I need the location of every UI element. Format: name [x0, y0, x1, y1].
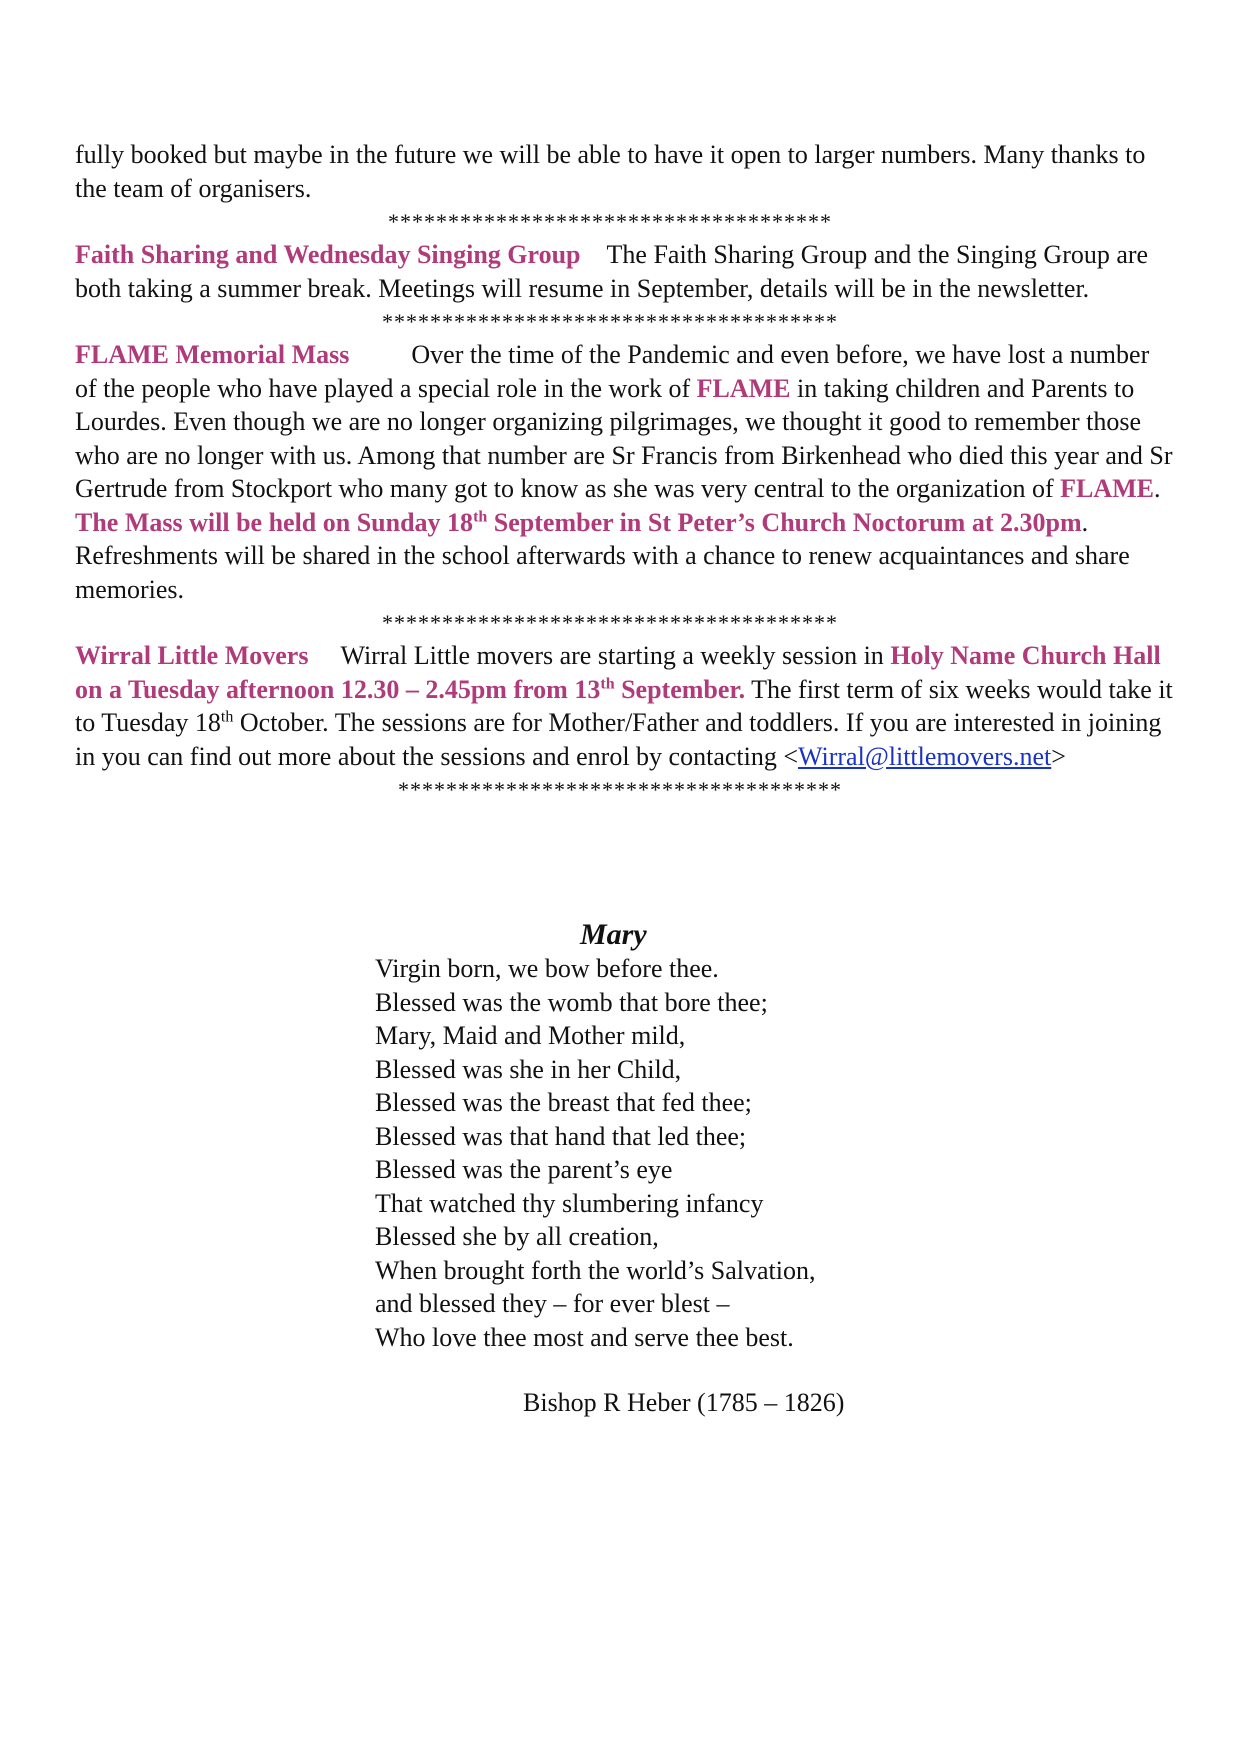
wirral-section	[75, 639, 1175, 773]
faith-sharing-section	[75, 238, 1175, 305]
poem-line: Blessed she by all creation,	[375, 1222, 659, 1251]
poem-line: Who love thee most and serve thee best.	[375, 1322, 794, 1352]
wirral-body-4: >	[1051, 741, 1066, 771]
wirral-body-3: October. The sessions are for Mother/Father and toddlers. If you are interested in joining in you can find out more about the sessions and enrol by contacting <	[75, 708, 1162, 771]
flame-highlight-2: FLAME	[1060, 474, 1154, 503]
flame-body-4: . Refreshments will be shared in the school afterwards with a chance to renew acquaintances and share memories.	[75, 507, 1130, 604]
poem-line: Virgin born, we bow before thee.	[375, 954, 719, 983]
poem-line: When brought forth the world’s Salvation,	[375, 1255, 816, 1285]
wirral-body-2: The first term of six weeks would take it to Tuesday 18	[75, 674, 1173, 737]
poem-line: Blessed was the womb that bore thee;	[375, 987, 768, 1017]
wirral-body-1: Wirral Little movers are starting a weekly session in	[340, 641, 891, 670]
faith-sharing-heading: Faith Sharing and Wednesday Singing Group	[75, 240, 581, 269]
mass-details-a: The Mass will be held on Sunday 18	[75, 507, 474, 537]
email-link[interactable]: Wirral@littlemovers.net	[798, 741, 1052, 771]
separator-stars: **************************************	[382, 610, 838, 635]
flame-heading: FLAME Memorial Mass	[75, 340, 350, 369]
poem-title: Mary	[580, 918, 647, 951]
newsletter-content	[75, 138, 1175, 806]
intro-text: fully booked but maybe in the future we will be able to have it open to larger numbers. Many thanks to the team of organisers.	[75, 140, 1146, 203]
flame-body-3: .	[1154, 474, 1161, 503]
wirral-body-2-sup: th	[220, 708, 234, 726]
wirral-venue-b: September.	[614, 674, 746, 704]
flame-highlight-1: FLAME	[696, 373, 791, 403]
wirral-venue-sup: th	[600, 674, 615, 692]
separator-stars: **************************************	[382, 309, 838, 334]
poem-line: Blessed was that hand that led thee;	[375, 1121, 747, 1151]
wirral-heading: Wirral Little Movers	[75, 641, 309, 670]
flame-section	[75, 338, 1175, 606]
poem-author: Bishop R Heber (1785 – 1826)	[523, 1388, 845, 1417]
flame-body-2: in taking children and Parents to Lourdes. Even though we are no longer organizing pilgrimages, we thought it good to remember those who are no longer with us. Among that number are Sr Francis from Birkenhead who died this year and Sr Gertrude from Stockport who many got to know as she was very central to the organization of	[75, 373, 1173, 503]
poem-line: and blessed they – for ever blest –	[375, 1289, 730, 1318]
mass-details-b: September in St Peter’s Church Noctorum at 2.30pm	[487, 507, 1082, 537]
flame-body-1: Over the time of the Pandemic and even before, we have lost a number of the people who have played a special role in the work of	[75, 340, 1150, 403]
mass-details-sup: th	[473, 507, 488, 525]
poem-body	[375, 952, 815, 1354]
poem-line: Blessed was the breast that fed thee;	[375, 1088, 752, 1117]
faith-sharing-body: The Faith Sharing Group and the Singing Group are both taking a summer break. Meetings will resume in September, details will be in the newsletter.	[75, 240, 1149, 303]
poem-line: Blessed was the parent’s eye	[375, 1155, 673, 1184]
poem-line: Mary, Maid and Mother mild,	[375, 1021, 686, 1050]
separator-stars: *************************************	[398, 777, 842, 802]
wirral-venue-a: Holy Name Church Hall on a Tuesday afternoon 12.30 – 2.45pm from 13	[75, 641, 1161, 704]
intro-paragraph	[75, 138, 1175, 205]
poem-line: Blessed was she in her Child,	[375, 1054, 682, 1084]
poem-line: That watched thy slumbering infancy	[375, 1188, 764, 1218]
separator-stars: *************************************	[388, 209, 832, 234]
